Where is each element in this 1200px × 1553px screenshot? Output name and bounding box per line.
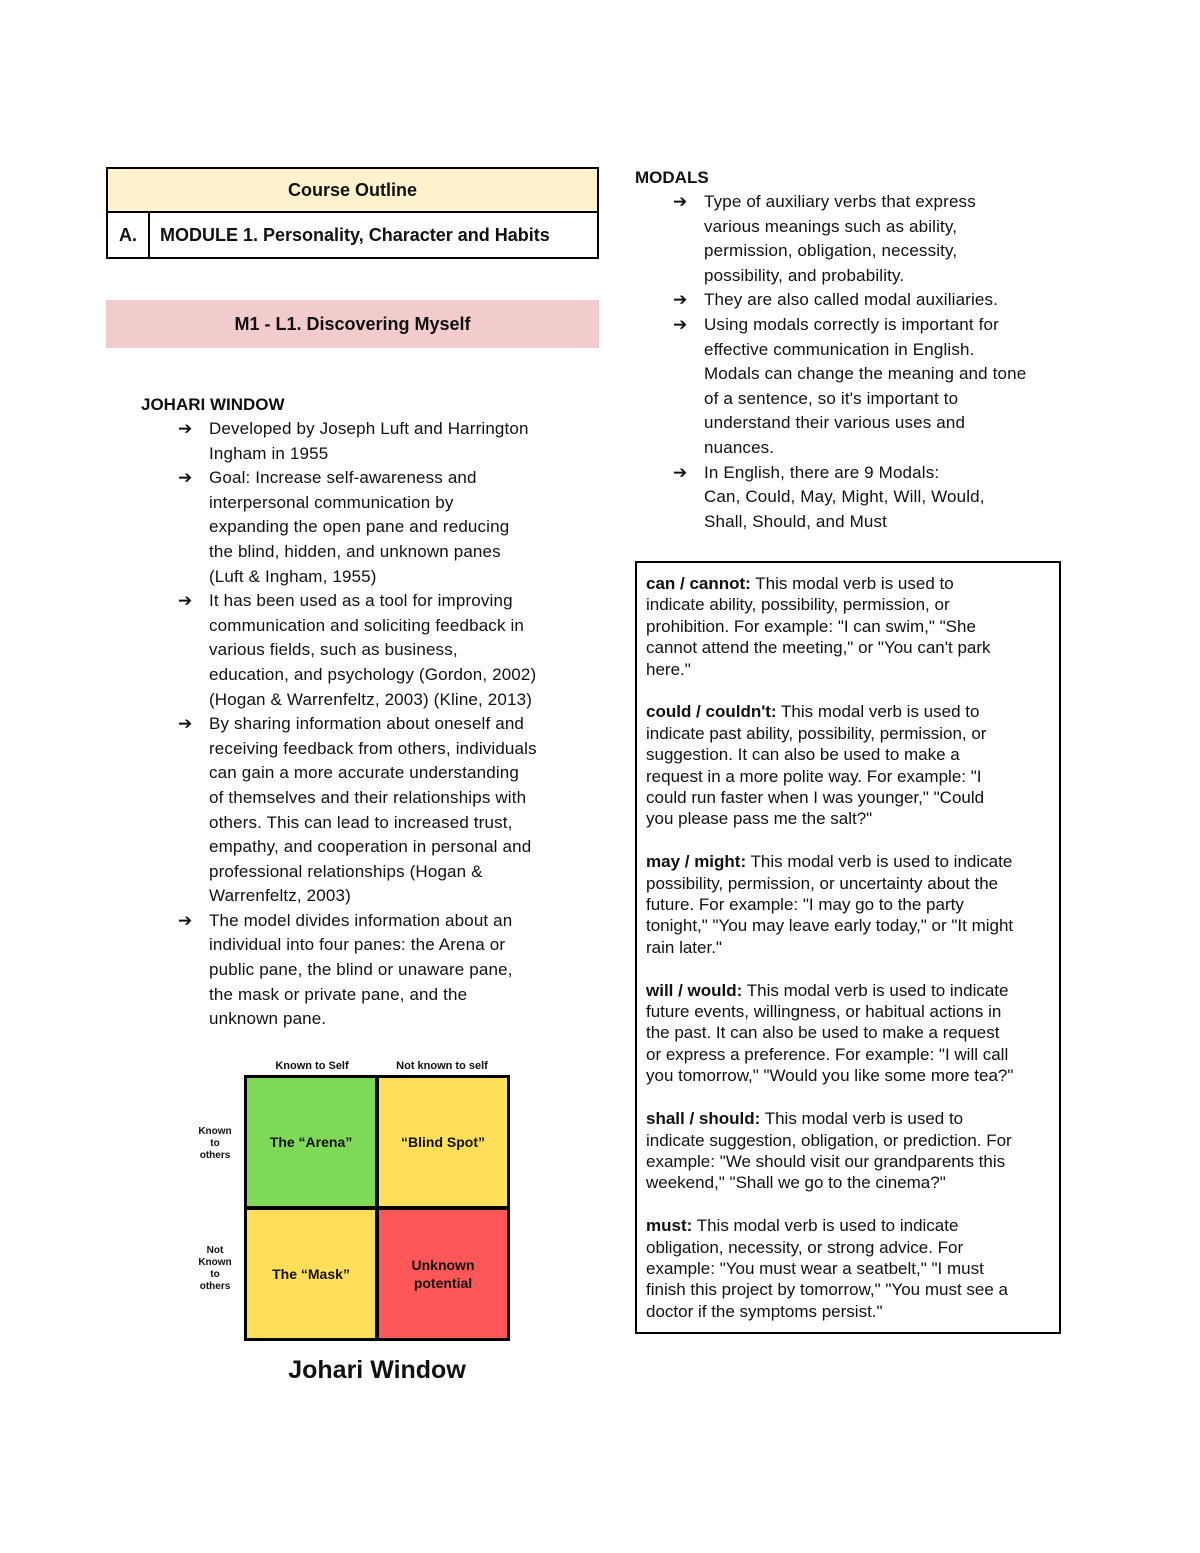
johari-window-caption: Johari Window (288, 1356, 466, 1384)
modal-definition-must: must: This modal verb is used to indicate obligation, necessity, or strong advice. For example: "You must wear a seatbelt," "I must finish this project by tomorrow," "You must see a doctor if the symptoms persist." (646, 1216, 1008, 1321)
arrow-icon: ➔ (178, 591, 193, 611)
modals-bullet: ➔ They are also called modal auxiliaries. (673, 288, 1073, 313)
johari-bullet: ➔ Goal: Increase self-awareness and interpersonal communication by expanding the open pane and reducing the blind, hidden, and unknown panes (Luft & Ingham, 1955) (178, 468, 510, 586)
module-title: MODULE 1. Personality, Character and Habits (160, 224, 550, 245)
johari-section-title: JOHARI WINDOW (141, 395, 285, 414)
jw-label-known-to-self: Known to Self (275, 1060, 349, 1072)
arrow-icon: ➔ (178, 468, 193, 488)
modal-definition-may: may / might: This modal verb is used to indicate possibility, permission, or uncertainty about the future. For example: "I may go to the party tonight," "You may leave early today," or "It might rain later." (646, 852, 1014, 957)
johari-bullet: ➔ Developed by Joseph Luft and Harrington Ingham in 1955 (178, 419, 529, 463)
modals-bullet: ➔ In English, there are 9 Modals: Can, Could, May, Might, Will, Would, Shall, Should, and Must (673, 462, 985, 531)
arrow-icon: ➔ (178, 910, 193, 930)
jw-arena-pane: The “Arena” (247, 1078, 375, 1206)
jw-blind-spot-pane: “Blind Spot” (379, 1078, 507, 1206)
johari-bullet: ➔ The model divides information about an individual into four panes: the Arena or public pane, the blind or unaware pane, the mask or private pane, and the unknown pane. (178, 910, 513, 1029)
lesson-banner: M1 - L1. Discovering Myself (106, 300, 599, 348)
arrow-icon: ➔ (673, 290, 688, 310)
arrow-icon: ➔ (673, 192, 688, 211)
modal-definitions-box (635, 561, 1061, 1334)
jw-mask-pane: The “Mask” (247, 1210, 375, 1338)
arrow-icon: ➔ (673, 462, 688, 482)
jw-label-not-known-to-self: Not known to self (396, 1060, 488, 1072)
modals-bullet: ➔ Type of auxiliary verbs that express various meanings such as ability, permission, obligation, necessity, possibility, and probability. (673, 192, 976, 285)
course-outline-header: Course Outline (108, 169, 597, 213)
johari-window-grid (244, 1075, 510, 1341)
modal-definition-will: will / would: This modal verb is used to indicate future events, willingness, or habitual actions in the past. It can also be used to make a request or express a preference. For example: "I will call you tomorrow," "Would you like some more tea?" (646, 980, 1014, 1086)
arrow-icon: ➔ (178, 419, 193, 438)
modal-definition-could: could / couldn't: This modal verb is used to indicate past ability, possibility, permission, or suggestion. It can also be used to make a request in a more polite way. For example: "I could run faster when I was younger," "Could you please pass me the salt?" (646, 702, 987, 829)
jw-label-not-known-to-others: Not Known to others (198, 1245, 232, 1292)
modal-definition-can: can / cannot: This modal verb is used to indicate ability, possibility, permission, or prohibition. For example: "I can swim," "She cannot attend the meeting," or "You can't park here." (646, 574, 991, 679)
arrow-icon: ➔ (178, 714, 193, 734)
johari-bullet: ➔ By sharing information about oneself and receiving feedback from others, individuals can gain a more accurate understanding of themselves and their relationships with others. This can lead to increased trust, empathy, and cooperation in personal and professional relationships (Hogan & Warrenfeltz, 2003) (178, 714, 537, 906)
course-outline-row (108, 213, 597, 257)
jw-label-known-to-others: Known to others (198, 1126, 232, 1161)
modal-definition-shall: shall / should: This modal verb is used to indicate suggestion, obligation, or prediction. For example: "We should visit our grandparents this weekend," "Shall we go to the cinema?" (646, 1109, 1012, 1193)
arrow-icon: ➔ (673, 314, 688, 334)
modals-bullet: ➔ Using modals correctly is important for effective communication in English. Modals can change the meaning and tone of a sentence, so it's important to understand their various uses and nuances. (673, 314, 1027, 457)
johari-bullet: ➔ It has been used as a tool for improving communication and soliciting feedback in various fields, such as business, education, and psychology (Gordon, 2002) (Hogan & Warrenfeltz, 2003) (Kline, 2013) (178, 591, 537, 709)
course-outline-table (106, 167, 599, 259)
johari-bullet-list (178, 417, 578, 1032)
module-letter: A. (108, 213, 150, 257)
modals-section-title: MODALS (635, 168, 709, 187)
jw-unknown-pane: Unknown potential (379, 1210, 507, 1338)
modals-bullet-list (673, 190, 1073, 534)
